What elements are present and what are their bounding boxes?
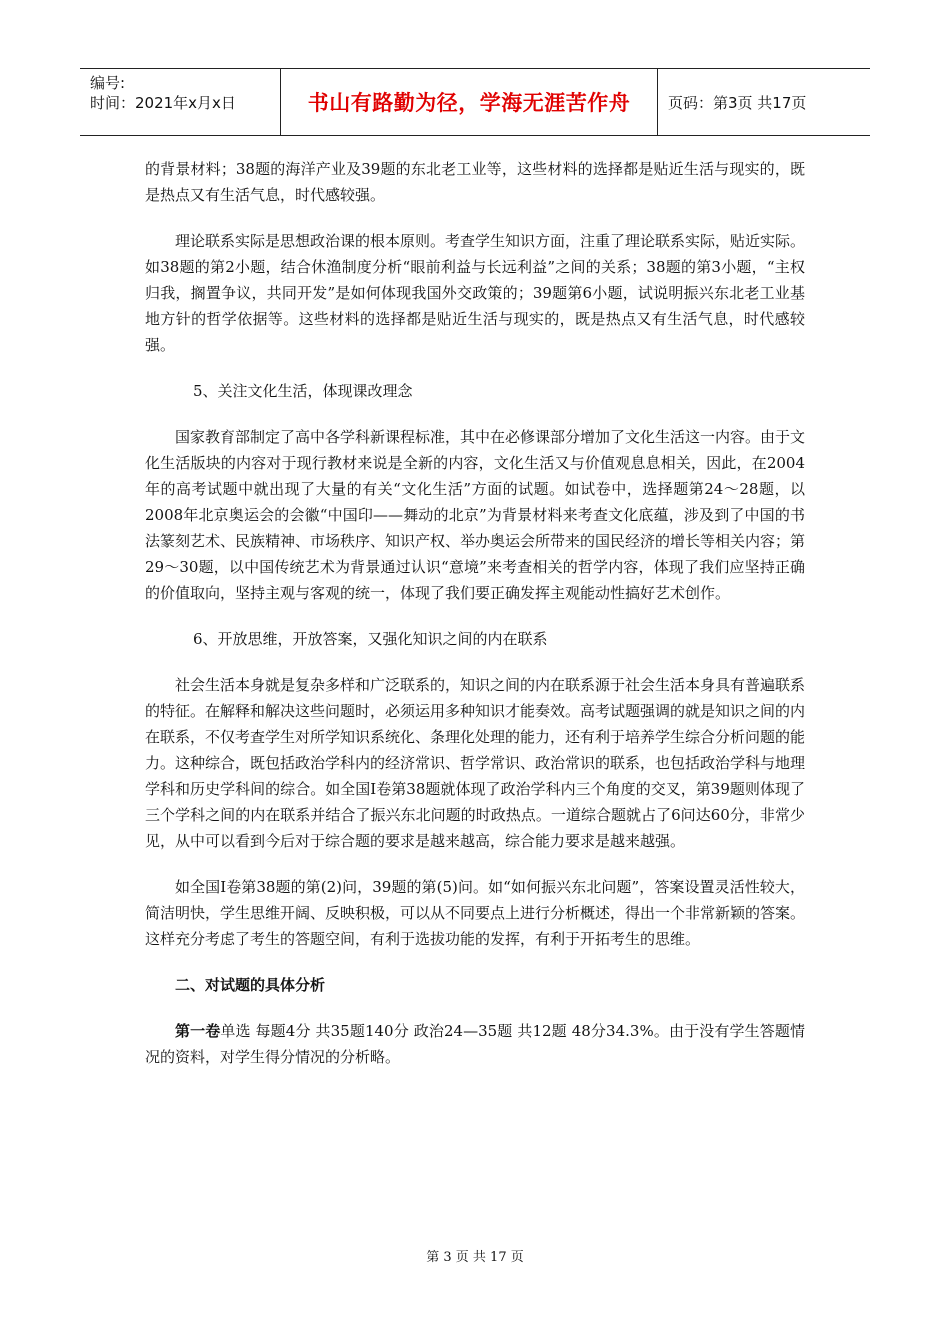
paragraph-open-answers: 如全国Ⅰ卷第38题的第(2)问，39题的第(5)问。如“如何振兴东北问题”，答案设置灵活性较大，简洁明快，学生思维开阔、反映积极，可以从不同要点上进行分析概述，得出一个非常新颖的答案。这样充分考虑了考生的答题空间，有利于选拔功能的发挥，有利于开拓考生的思维。 xyxy=(145,878,806,948)
document-body xyxy=(145,156,805,1070)
header-motto: 书山有路勤为径，学海无涯苦作舟 xyxy=(280,69,658,135)
document-time: 时间：2021年x月x日 xyxy=(90,94,236,112)
first-volume-text: 单选 每题4分 共35题140分 政治24—35题 共12题 48分34.3%。由于没有学生答题情况的资料，对学生得分情况的分析略。 xyxy=(145,1022,805,1066)
paragraph-theory-practice: 理论联系实际是思想政治课的根本原则。考查学生知识方面，注重了理论联系实际，贴近实际。如38题的第2小题，结合休渔制度分析“眼前利益与长远利益”之间的关系；38题的第3小题，“主权归我，搁置争议，共同开发”是如何体现我国外交政策的；39题第6小题，试说明振兴东北老工业基地方针的哲学依据等。这些材料的选择都是贴近生活与现实的，既是热点又有生活气息，时代感较强。 xyxy=(145,232,806,354)
heading-section-two: 二、对试题的具体分析 xyxy=(175,976,326,994)
first-volume-label: 第一卷 xyxy=(175,1022,221,1040)
document-number-label: 编号: xyxy=(90,74,126,92)
paragraph-continuation: 的背景材料；38题的海洋产业及39题的东北老工业等，这些材料的选择都是贴近生活与现实的，既是热点又有生活气息，时代感较强。 xyxy=(145,160,805,204)
header-page-info: 页码：第3页 共17页 xyxy=(668,93,807,112)
page-footer: 第 3 页 共 17 页 xyxy=(426,1250,524,1265)
paragraph-knowledge-links: 社会生活本身就是复杂多样和广泛联系的，知识之间的内在联系源于社会生活本身具有普遍联系的特征。在解释和解决这些问题时，必须运用多种知识才能奏效。高考试题强调的就是知识之间的内在联系，不仅考查学生对所学知识系统化、条理化处理的能力，还有利于培养学生综合分析问题的能力。这种综合，既包括政治学科内的经济常识、哲学常识、政治常识的联系，也包括政治学科与地理学科和历史学科间的综合。如全国Ⅰ卷第38题就体现了政治学科内三个角度的交叉，第39题则体现了三个学科之间的内在联系并结合了振兴东北问题的时政热点。一道综合题就占了6问达60分，非常少见，从中可以看到今后对于综合题的要求是越来越高，综合能力要求是越来越强。 xyxy=(145,676,806,850)
heading-open-thinking: 6、开放思维，开放答案，又强化知识之间的内在联系 xyxy=(193,630,548,648)
header-table xyxy=(80,68,870,136)
paragraph-culture-life: 国家教育部制定了高中各学科新课程标准，其中在必修课部分增加了文化生活这一内容。由于文化生活版块的内容对于现行教材来说是全新的内容，文化生活又与价值观息息相关，因此，在2004年的高考试题中就出现了大量的有关“文化生活”方面的试题。如试卷中，选择题第24～28题，以2008年北京奥运会的会徽“中国印——舞动的北京”为背景材料来考查文化底蕴，涉及到了中国的书法篆刻艺术、民族精神、市场秩序、知识产权、举办奥运会所带来的国民经济的增长等相关内容；第29～30题，以中国传统艺术为背景通过认识“意境”来考查相关的哲学内容，体现了我们应坚持正确的价值取向，坚持主观与客观的统一，体现了我们要正确发挥主观能动性搞好艺术创作。 xyxy=(145,428,806,602)
header-left-cell xyxy=(80,69,280,135)
heading-culture-life: 5、关注文化生活，体现课改理念 xyxy=(193,382,413,400)
paragraph-first-volume xyxy=(145,1018,805,1070)
